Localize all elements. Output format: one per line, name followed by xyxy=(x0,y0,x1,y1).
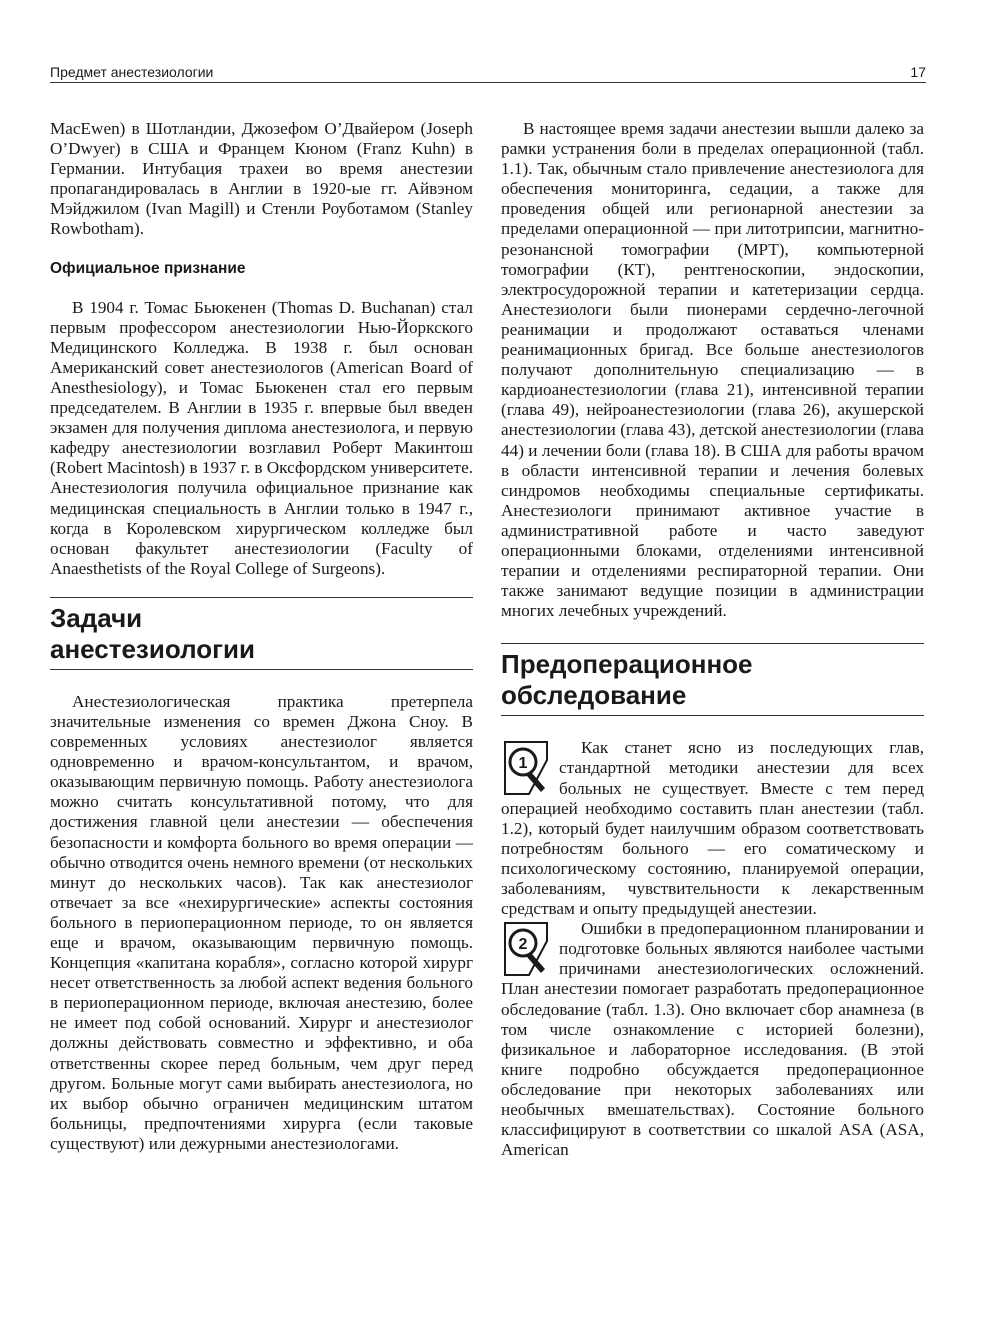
right-column xyxy=(501,119,924,1160)
section-title-tasks-line1: Задачи xyxy=(50,602,143,633)
section-title-preop xyxy=(501,643,924,716)
running-title: Предмет анестезиологии xyxy=(50,64,214,80)
key-point-2-number: 2 xyxy=(518,936,528,954)
key-point-2-icon xyxy=(499,919,553,977)
preop-paragraph-2-text: Ошибки в предоперационном планировании и подготовке больных являются наиболее частыми причинами анестезиологических осложнений. План анестезии помогает разработать предоперационное обследование (табл. 1.3). Оно включает сбор анамнеза (в том числе ознакомление с историей болезни), физикальное и лабораторное исследования. (В этой книге подробно обсуждается предоперационное обследование при некоторых заболеваниях или необычных вмешательствах). Состояние больного классифицируют в соответствии со шкалой ASA (ASA, American xyxy=(501,919,924,1160)
preop-paragraph-1-text: Как станет ясно из последующих глав, стандартной методики анестезии для всех больных не существует. Вместе с тем перед операцией необходимо составить план анестезии (табл. 1.2), который будет наилучшим образом соответствовать потребностям больного — его соматическому и психологическому состоянию, планируемой операции, заболеваниям, чувствительности к лекарственным средствам и опыту предыдущей анестезии. xyxy=(501,738,924,919)
preop-paragraph-2 xyxy=(501,919,924,1160)
tasks-paragraph: Анестезиологическая практика претерпела значительные изменения со времен Джона Сноу. В современных условиях анестезиолог является одновременно и врачом-консультантом, и врачом, оказывающим первичную помощь. Работу анестезиолога можно считать консультативной потому, что для достижения главной цели анестезии — обеспечения безопасности и комфорта больного во время операции — обычно отводится очень немного времени (от нескольких минут до нескольких часов). Так как анестезиолог отвечает за все «нехирургические» аспекты состояния больного в периоперационном периоде, то он является еще и врачом, оказывающим первичную помощь. Концепция «капитана корабля», согласно которой хирург несет ответственность за любой аспект ведения больного в периоперационном периоде, включая анестезию, более не имеет под собой оснований. Хирург и анестезиолог должны действовать совместно и эффективно, и оба ответственны скорее перед больным, чем друг перед другом. Больные могут сами выбирать анестезиолога, но их выбор обычно ограничен медицинским штатом больницы, предпочтениями хирурга (если таковые существуют) или дежурными анестезиологами. xyxy=(50,691,473,1153)
section-title-preop-line1: Предоперационное xyxy=(501,649,753,680)
section-title-preop-line2: обследование xyxy=(501,680,687,711)
left-column xyxy=(50,119,473,1154)
section-title-tasks-line2: анестезиологии xyxy=(50,633,255,664)
key-point-1-icon xyxy=(499,738,553,796)
subheading-official-recognition: Официальное признание xyxy=(50,259,246,277)
intro-paragraph: MacEwen) в Шотландии, Джозефом О’Двайером (Joseph O’Dwyer) в США и Францем Кюном (Franz Kuhn) в Германии. Интубация трахеи во время анестезии пропагандировалась в Англии в 1920-ые гг. Айвэном Мэйджилом (Ivan Magill) и Стенли Роуботамом (Stanley Rowbotham). xyxy=(50,119,473,239)
modern-tasks-paragraph: В настоящее время задачи анестезии вышли далеко за рамки устранения боли в пределах операционной (табл. 1.1). Так, обычным стало привлечение анестезиолога для обеспечения мониторинга, седации, а также для проведения общей или регионарной анестезии за пределами операционной — при литотрипсии, магнитно-резонансной томографии (МРТ), компьютерной томографии (КТ), рентгеноскопии, эндоскопии, электросудорожной терапии и катетеризации сердца. Анестезиологи были пионерами сердечно-легочной реанимации и продолжают оставаться членами реанимационных бригад. Все больше анестезиологов получают дополнительную специализацию — в кардиоанестезиологии (глава 21), интенсивной терапии (глава 49), нейроанестезиологии (глава 26), акушерской анестезиологии (глава 43), детской анестезиологии (глава 44) и лечении боли (глава 18). В США для работы врачом в области интенсивной терапии и лечения болевых синдромов необходимы специальные сертификаты. Анестезиологи принимают активное участие в административной работе и часто заведуют операционными блоками, отделениями интенсивной терапии и отделениями респираторной терапии. Они также занимают ведущие позиции в администрации многих лечебных учреждений. xyxy=(501,119,924,621)
recognition-paragraph: В 1904 г. Томас Бьюкенен (Thomas D. Buchanan) стал первым профессором анестезиологии Нью-Йоркского Медицинского Колледжа. В 1938 г. был основан Американский совет анестезиологов (American Board of Anesthesiology), и Томас Бьюкенен стал его первым председателем. В Англии в 1935 г. впервые был введен экзамен для получения диплома анестезиолога, и первую кафедру анестезиологии возглавил Роберт Макинтош (Robert Macintosh) в 1937 г. в Оксфордском университете. Анестезиология получила официальное признание как медицинская специальность в Англии только в 1947 г., когда в Королевском хирургическом колледже был основан факультет анестезиологии (Faculty of Anaesthetists of the Royal College of Surgeons). xyxy=(50,297,473,578)
running-head xyxy=(50,63,926,83)
key-point-marker-1 xyxy=(499,738,553,796)
page-number: 17 xyxy=(910,64,926,80)
key-point-marker-2 xyxy=(499,919,553,977)
key-point-1-number: 1 xyxy=(518,755,528,773)
preop-paragraph-1 xyxy=(501,738,924,919)
section-title-tasks xyxy=(50,597,473,670)
